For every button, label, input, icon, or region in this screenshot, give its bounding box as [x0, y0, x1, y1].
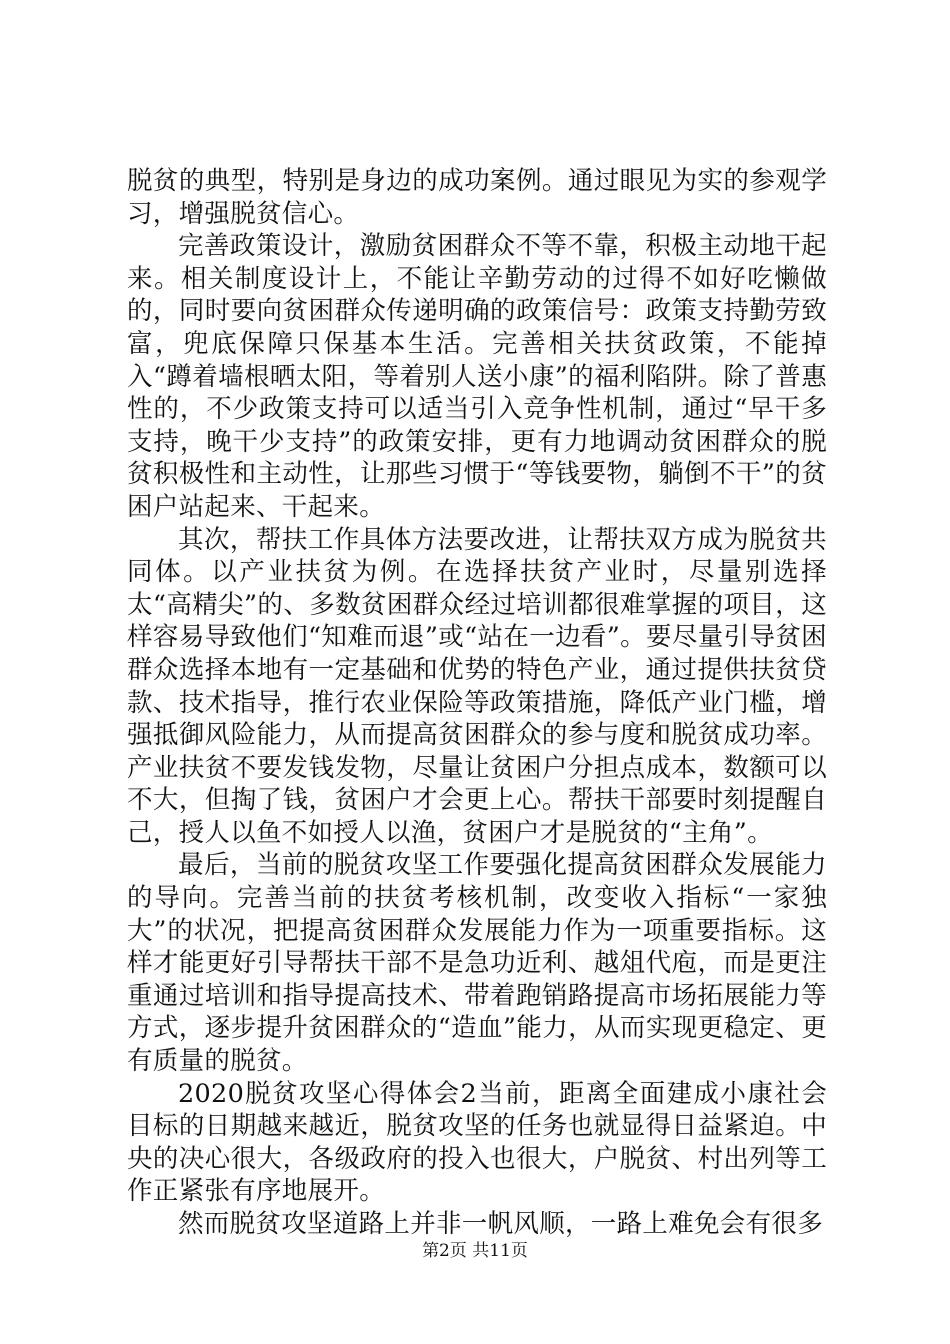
- page-footer: 第2页 共11页: [422, 1241, 528, 1261]
- paragraph-3: 其次，帮扶工作具体方法要改进，让帮扶双方成为脱贫共同体。以产业扶贫为例。在选择扶贫产业时，尽量别选择太“高精尖”的、多数贫困群众经过培训都很难掌握的项目，这样容易导致他们“知难而退”或“站在一边看”。要尽量引导贫困群众选择本地有一定基础和优势的特色产业，通过提供扶贫贷款、技术指导，推行农业保险等政策措施，降低产业门槛，增强抵御风险能力，从而提高贫困群众的参与度和脱贫成功率。产业扶贫不要发钱发物，尽量让贫困户分担点成本，数额可以不大，但掏了钱，贫困户才会更上心。帮扶干部要时刻提醒自己，授人以鱼不如授人以渔，贫困户才是脱贫的“主角”。: [127, 524, 827, 848]
- paragraph-4: 最后，当前的脱贫攻坚工作要强化提高贫困群众发展能力的导向。完善当前的扶贫考核机制，改变收入指标“一家独大”的状况，把提高贫困群众发展能力作为一项重要指标。这样才能更好引导帮扶干部不是急功近利、越俎代庖，而是更注重通过培训和指导提高技术、带着跑销路提高市场拓展能力等方式，逐步提升贫困群众的“造血”能力，从而实现更稳定、更有质量的脱贫。: [127, 850, 827, 1077]
- paragraph-5: 2020脱贫攻坚心得体会2当前，距离全面建成小康社会目标的日期越来越近，脱贫攻坚的任务也就显得日益紧迫。中央的决心很大，各级政府的投入也很大，户脱贫、村出列等工作正紧张有序地展开。: [127, 1078, 827, 1207]
- paragraph-1: 脱贫的典型，特别是身边的成功案例。通过眼见为实的参观学习，增强脱贫信心。: [127, 166, 827, 229]
- paragraph-2: 完善政策设计，激励贫困群众不等不靠，积极主动地干起来。相关制度设计上，不能让辛勤劳动的过得不如好吃懒做的，同时要向贫困群众传递明确的政策信号：政策支持勤劳致富，兜底保障只保基本生活。完善相关扶贫政策，不能掉入“蹲着墙根晒太阳，等着别人送小康”的福利陷阱。除了普惠性的，不少政策支持可以适当引入竞争性机制，通过“早干多支持，晚干少支持”的政策安排，更有力地调动贫困群众的脱贫积极性和主动性，让那些习惯于“等钱要物，躺倒不干”的贫困户站起来、干起来。: [127, 231, 827, 522]
- document-body: [127, 165, 827, 1241]
- paragraph-6: 然而脱贫攻坚道路上并非一帆风顺，一路上难免会有很多: [178, 1209, 824, 1239]
